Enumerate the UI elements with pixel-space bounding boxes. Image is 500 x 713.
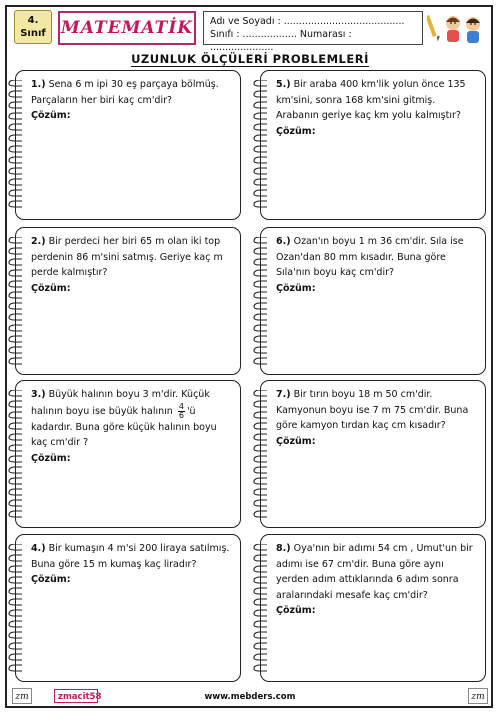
class-number-field-label: Sınıfı : .................. Numarası : .....................	[210, 29, 352, 53]
spiral-ring	[9, 336, 22, 342]
spiral-ring	[254, 281, 267, 287]
student-info-box	[203, 11, 423, 53]
spiral-ring	[9, 168, 22, 174]
footer-website-link[interactable]: www.mebders.com	[204, 692, 296, 702]
spiral-ring	[254, 259, 267, 265]
spiral-ring	[254, 456, 267, 462]
spiral-ring	[254, 445, 267, 451]
spiral-ring	[9, 610, 22, 616]
spiral-ring	[254, 588, 267, 594]
spiral-ring	[254, 478, 267, 484]
problem-text-part-a: Büyük halının boyu 3 m'dir. Küçük halının boyu ise büyük halının	[31, 389, 210, 417]
problem-text: Bir perdeci her biri 65 m olan iki top perdenin 86 m'sini satmış. Geriye kaç m perde kalmıştır?	[31, 236, 223, 278]
problem-text: Ozan'ın boyu 1 m 36 cm'dir. Sıla ise Ozan'dan 80 mm kısadır. Buna göre Sıla'nın boyu kaç cm'dir?	[276, 236, 464, 278]
spiral-rings	[8, 80, 24, 212]
problem-card-1	[15, 70, 241, 220]
spiral-ring	[254, 390, 267, 396]
problem-number: 2.)	[31, 236, 46, 247]
grade-number: 4.	[27, 15, 39, 26]
spiral-ring	[9, 577, 22, 583]
solution-label: Çözüm:	[276, 125, 316, 137]
kids-illustration-icon	[427, 11, 487, 45]
spiral-ring	[9, 412, 22, 418]
spiral-rings	[8, 544, 24, 674]
spiral-ring	[254, 412, 267, 418]
problem-number: 6.)	[276, 236, 291, 247]
spiral-ring	[254, 423, 267, 429]
spiral-ring	[9, 643, 22, 649]
spiral-ring	[9, 390, 22, 396]
spiral-ring	[254, 157, 267, 163]
spiral-ring	[9, 467, 22, 473]
spiral-ring	[254, 621, 267, 627]
solution-label: Çözüm:	[31, 452, 71, 464]
problem-number: 4.)	[31, 543, 46, 554]
spiral-ring	[254, 643, 267, 649]
spiral-ring	[254, 401, 267, 407]
spiral-ring	[9, 555, 22, 561]
spiral-ring	[9, 599, 22, 605]
spiral-ring	[254, 237, 267, 243]
spiral-ring	[254, 544, 267, 550]
subject-title: MATEMATİK	[60, 18, 194, 38]
problem-card-2	[15, 227, 241, 375]
spiral-ring	[254, 511, 267, 517]
problem-text: Sena 6 m ipi 30 eş parçaya bölmüş. Parçaların her biri kaç cm'dir?	[31, 79, 219, 106]
spiral-ring	[9, 500, 22, 506]
solution-label: Çözüm:	[31, 110, 71, 121]
fraction	[178, 403, 185, 420]
problem-card-6	[260, 227, 486, 375]
spiral-ring	[254, 190, 267, 196]
footer-author: zmacit58	[58, 692, 102, 702]
spiral-ring	[9, 190, 22, 196]
solution-label: Çözüm:	[276, 435, 316, 447]
problem-card-4	[15, 534, 241, 682]
name-field-label: Adı ve Soyadı : ........................................	[210, 16, 405, 27]
spiral-ring	[9, 632, 22, 638]
spiral-ring	[9, 237, 22, 243]
spiral-ring	[9, 489, 22, 495]
spiral-ring	[254, 102, 267, 108]
spiral-ring	[9, 270, 22, 276]
spiral-ring	[254, 665, 267, 671]
spiral-ring	[9, 281, 22, 287]
problem-number: 1.)	[31, 79, 46, 90]
spiral-ring	[9, 566, 22, 572]
spiral-ring	[9, 314, 22, 320]
spiral-ring	[254, 146, 267, 152]
logo-left-icon: zm	[12, 688, 32, 704]
spiral-ring	[254, 347, 267, 353]
spiral-rings	[8, 390, 24, 520]
problem-card-7	[260, 380, 486, 528]
spiral-ring	[9, 456, 22, 462]
spiral-ring	[9, 423, 22, 429]
spiral-ring	[254, 434, 267, 440]
spiral-ring	[9, 588, 22, 594]
spiral-ring	[9, 358, 22, 364]
spiral-ring	[254, 201, 267, 207]
spiral-ring	[9, 146, 22, 152]
solution-label: Çözüm:	[31, 574, 71, 585]
spiral-ring	[254, 325, 267, 331]
spiral-rings	[8, 237, 24, 367]
spiral-rings	[253, 390, 269, 520]
spiral-ring	[254, 248, 267, 254]
spiral-ring	[254, 91, 267, 97]
grade-label: Sınıf	[20, 28, 46, 39]
spiral-ring	[9, 303, 22, 309]
problem-number: 5.)	[276, 79, 291, 90]
spiral-ring	[9, 259, 22, 265]
problem-card-8	[260, 534, 486, 682]
spiral-rings	[253, 80, 269, 212]
problem-text: Bir kumaşın 4 m'si 200 liraya satılmış. Buna göre 15 m kumaş kaç liradır?	[31, 543, 230, 570]
worksheet-heading: UZUNLUK ÖLÇÜLERİ PROBLEMLERİ	[131, 52, 369, 66]
problem-text: Bir araba 400 km'lik yolun önce 135 km'sini, sonra 168 km'sini gitmiş. Arabanın geriye kaç km yolu kalmıştır?	[276, 79, 466, 121]
spiral-ring	[254, 179, 267, 185]
spiral-ring	[9, 157, 22, 163]
spiral-ring	[9, 292, 22, 298]
spiral-ring	[254, 80, 267, 86]
logo-right-icon: zm	[468, 688, 488, 704]
spiral-ring	[254, 135, 267, 141]
spiral-ring	[9, 544, 22, 550]
spiral-ring	[254, 599, 267, 605]
spiral-ring	[9, 654, 22, 660]
spiral-ring	[254, 303, 267, 309]
spiral-ring	[254, 314, 267, 320]
spiral-ring	[9, 135, 22, 141]
spiral-ring	[9, 124, 22, 130]
spiral-ring	[254, 467, 267, 473]
spiral-ring	[9, 91, 22, 97]
spiral-ring	[254, 555, 267, 561]
spiral-ring	[254, 168, 267, 174]
spiral-ring	[9, 80, 22, 86]
spiral-ring	[9, 621, 22, 627]
spiral-ring	[254, 358, 267, 364]
solution-label: Çözüm:	[31, 282, 71, 294]
grade-badge	[14, 10, 52, 44]
fraction-numerator: 4	[178, 401, 184, 411]
spiral-ring	[9, 511, 22, 517]
spiral-ring	[9, 248, 22, 254]
spiral-ring	[254, 336, 267, 342]
spiral-rings	[253, 237, 269, 367]
spiral-ring	[254, 113, 267, 119]
subject-title-box	[58, 11, 196, 45]
problem-number: 8.)	[276, 543, 291, 554]
problem-number: 3.)	[31, 389, 46, 400]
spiral-ring	[9, 179, 22, 185]
spiral-ring	[9, 325, 22, 331]
spiral-ring	[9, 434, 22, 440]
spiral-ring	[9, 102, 22, 108]
problem-text: Bir tırın boyu 18 m 50 cm'dir. Kamyonun boyu ise 7 m 75 cm'dir. Buna göre kamyon tırdan kaç cm kısadır?	[276, 389, 469, 431]
fraction-denominator: 6	[178, 410, 184, 420]
spiral-ring	[254, 632, 267, 638]
solution-label: Çözüm:	[276, 605, 316, 616]
spiral-rings	[253, 544, 269, 674]
spiral-ring	[254, 610, 267, 616]
spiral-ring	[254, 500, 267, 506]
spiral-ring	[254, 270, 267, 276]
spiral-ring	[254, 577, 267, 583]
spiral-ring	[9, 201, 22, 207]
spiral-ring	[9, 401, 22, 407]
problem-text-part-b: 'ü kadardır. Buna göre küçük halının boyu kaç cm'dir ?	[31, 405, 217, 448]
spiral-ring	[254, 489, 267, 495]
spiral-ring	[9, 445, 22, 451]
spiral-ring	[9, 347, 22, 353]
spiral-ring	[254, 124, 267, 130]
spiral-ring	[254, 566, 267, 572]
problem-text: Oya'nın bir adımı 54 cm , Umut'un bir adımı ise 67 cm'dir. Buna göre aynı yerden adım attıklarında 6 adım sonra aralarındaki mesafe kaç cm'dir?	[276, 543, 473, 601]
spiral-ring	[254, 292, 267, 298]
problem-number: 7.)	[276, 389, 291, 400]
solution-label: Çözüm:	[276, 282, 316, 294]
spiral-ring	[9, 665, 22, 671]
problem-card-5	[260, 70, 486, 220]
problem-card-3	[15, 380, 241, 528]
spiral-ring	[254, 654, 267, 660]
spiral-ring	[9, 478, 22, 484]
spiral-ring	[9, 113, 22, 119]
